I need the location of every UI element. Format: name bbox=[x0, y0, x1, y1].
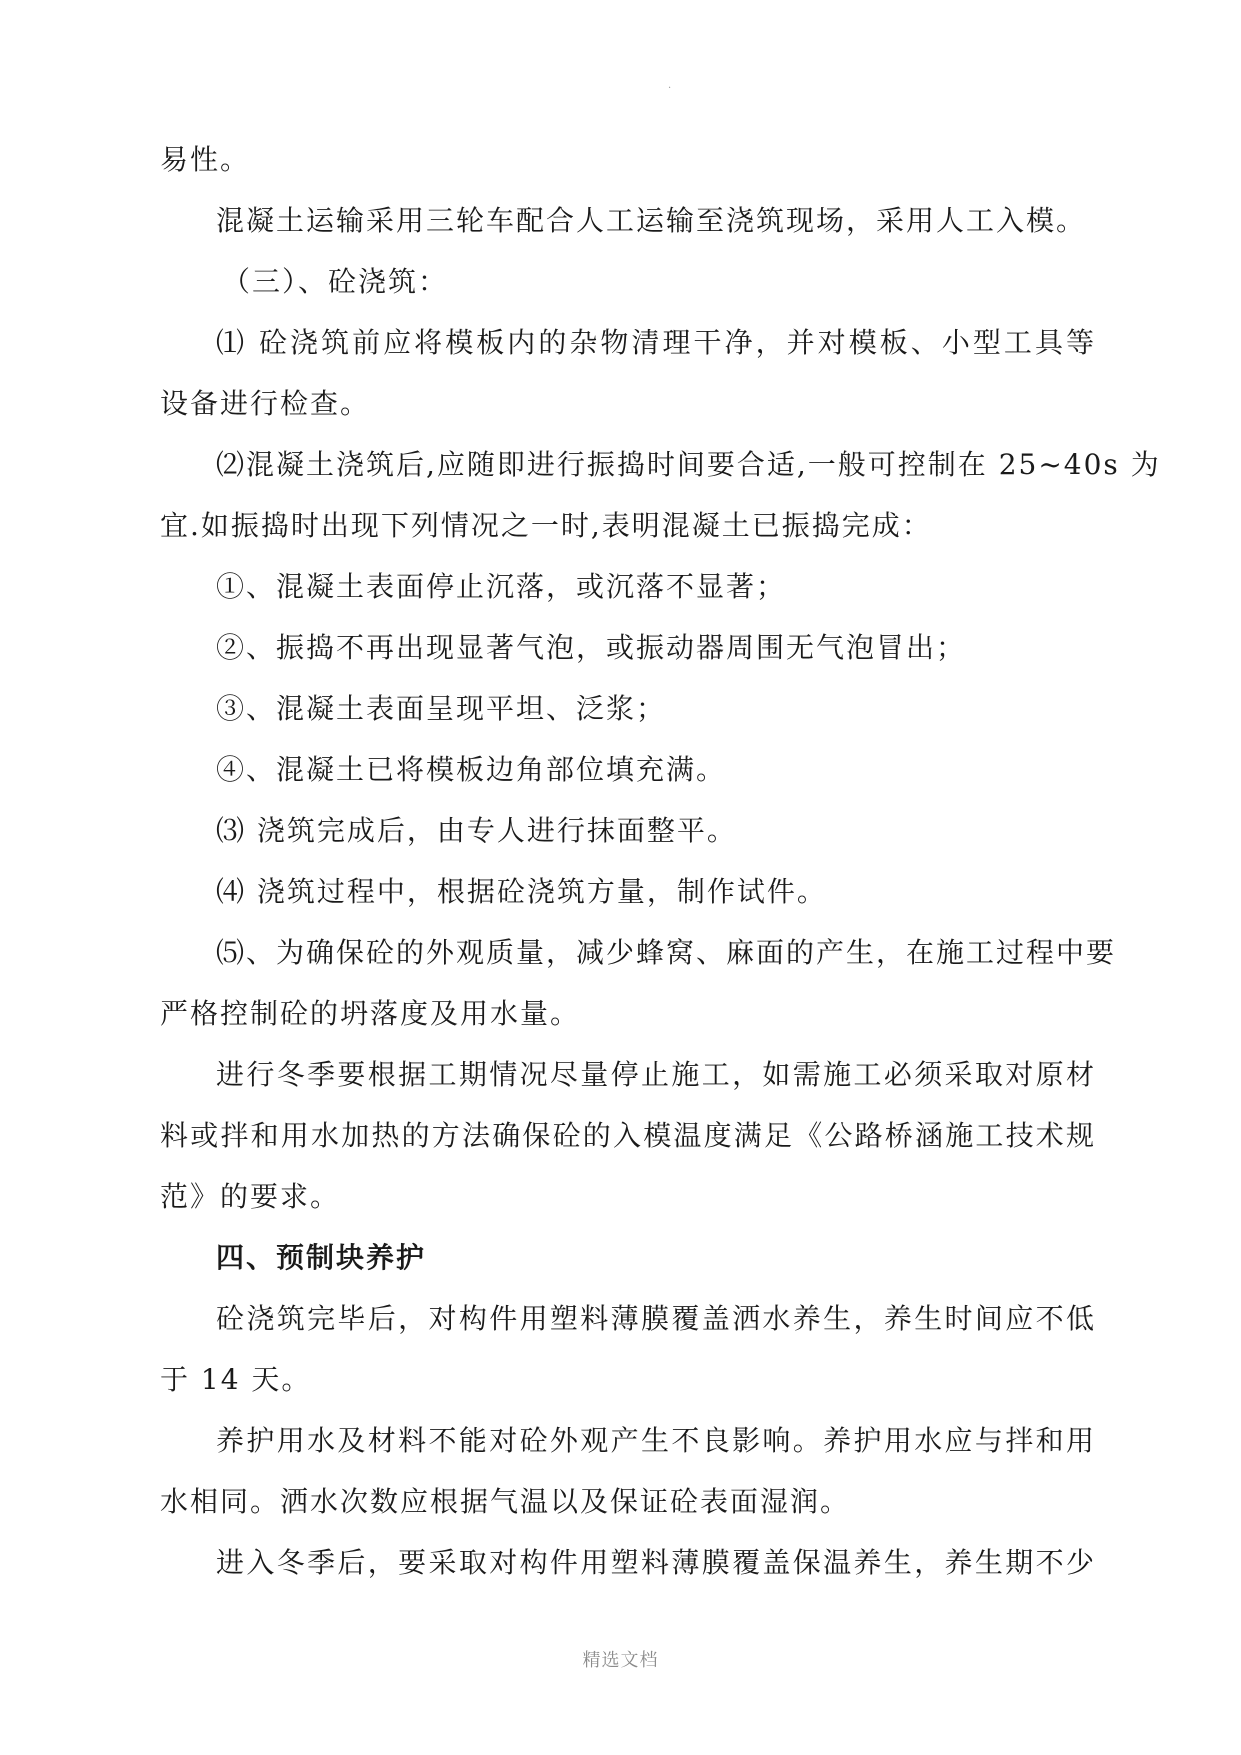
list-item-condition-3: ③、混凝土表面呈现平坦、泛浆； bbox=[216, 692, 667, 725]
section-heading-pouring: （三）、砼浇筑： bbox=[222, 265, 449, 298]
paragraph-line: 严格控制砼的坍落度及用水量。 bbox=[160, 997, 581, 1030]
list-item-step-5: ⑸、为确保砼的外观质量，减少蜂窝、麻面的产生，在施工过程中要 bbox=[216, 936, 1117, 969]
paragraph-line: 于 14 天。 bbox=[160, 1363, 312, 1396]
list-item-step-4: ⑷ 浇筑过程中，根据砼浇筑方量，制作试件。 bbox=[216, 875, 827, 908]
paragraph-line: 料或拌和用水加热的方法确保砼的入模温度满足《公路桥涵施工技术规 bbox=[160, 1119, 1096, 1152]
paragraph-line: 养护用水及材料不能对砼外观产生不良影响。养护用水应与拌和用 bbox=[216, 1424, 1096, 1457]
paragraph-line: 宜.如振捣时出现下列情况之一时,表明混凝土已振捣完成： bbox=[160, 509, 932, 542]
list-item-step-3: ⑶ 浇筑完成后，由专人进行抹面整平。 bbox=[216, 814, 737, 847]
paragraph-line: 进行冬季要根据工期情况尽量停止施工，如需施工必须采取对原材 bbox=[216, 1058, 1096, 1091]
paragraph-line: 范》的要求。 bbox=[160, 1180, 341, 1213]
paragraph-line: 设备进行检查。 bbox=[160, 387, 371, 420]
list-item-condition-4: ④、混凝土已将模板边角部位填充满。 bbox=[216, 753, 727, 786]
list-item-condition-2: ②、振捣不再出现显著气泡，或振动器周围无气泡冒出； bbox=[216, 631, 967, 664]
paragraph-line: 水相同。洒水次数应根据气温以及保证砼表面湿润。 bbox=[160, 1485, 851, 1518]
header-mark: . bbox=[668, 80, 672, 91]
paragraph-line: 砼浇筑完毕后，对构件用塑料薄膜覆盖洒水养生，养生时间应不低 bbox=[216, 1302, 1096, 1335]
paragraph-line: 进入冬季后，要采取对构件用塑料薄膜覆盖保温养生，养生期不少 bbox=[216, 1546, 1096, 1579]
paragraph-line: 易性。 bbox=[160, 143, 251, 176]
section-heading-curing: 四、预制块养护 bbox=[216, 1241, 427, 1274]
list-item-step-2: ⑵混凝土浇筑后,应随即进行振捣时间要合适,一般可控制在 25~40s 为 bbox=[216, 448, 1161, 481]
list-item-condition-1: ①、混凝土表面停止沉落，或沉落不显著； bbox=[216, 570, 787, 603]
list-item-step-1: ⑴ 砼浇筑前应将模板内的杂物清理干净，并对模板、小型工具等 bbox=[216, 326, 1096, 359]
page-footer: 精选文档 bbox=[582, 1650, 659, 1671]
paragraph-line: 混凝土运输采用三轮车配合人工运输至浇筑现场，采用人工入模。 bbox=[216, 204, 1087, 237]
